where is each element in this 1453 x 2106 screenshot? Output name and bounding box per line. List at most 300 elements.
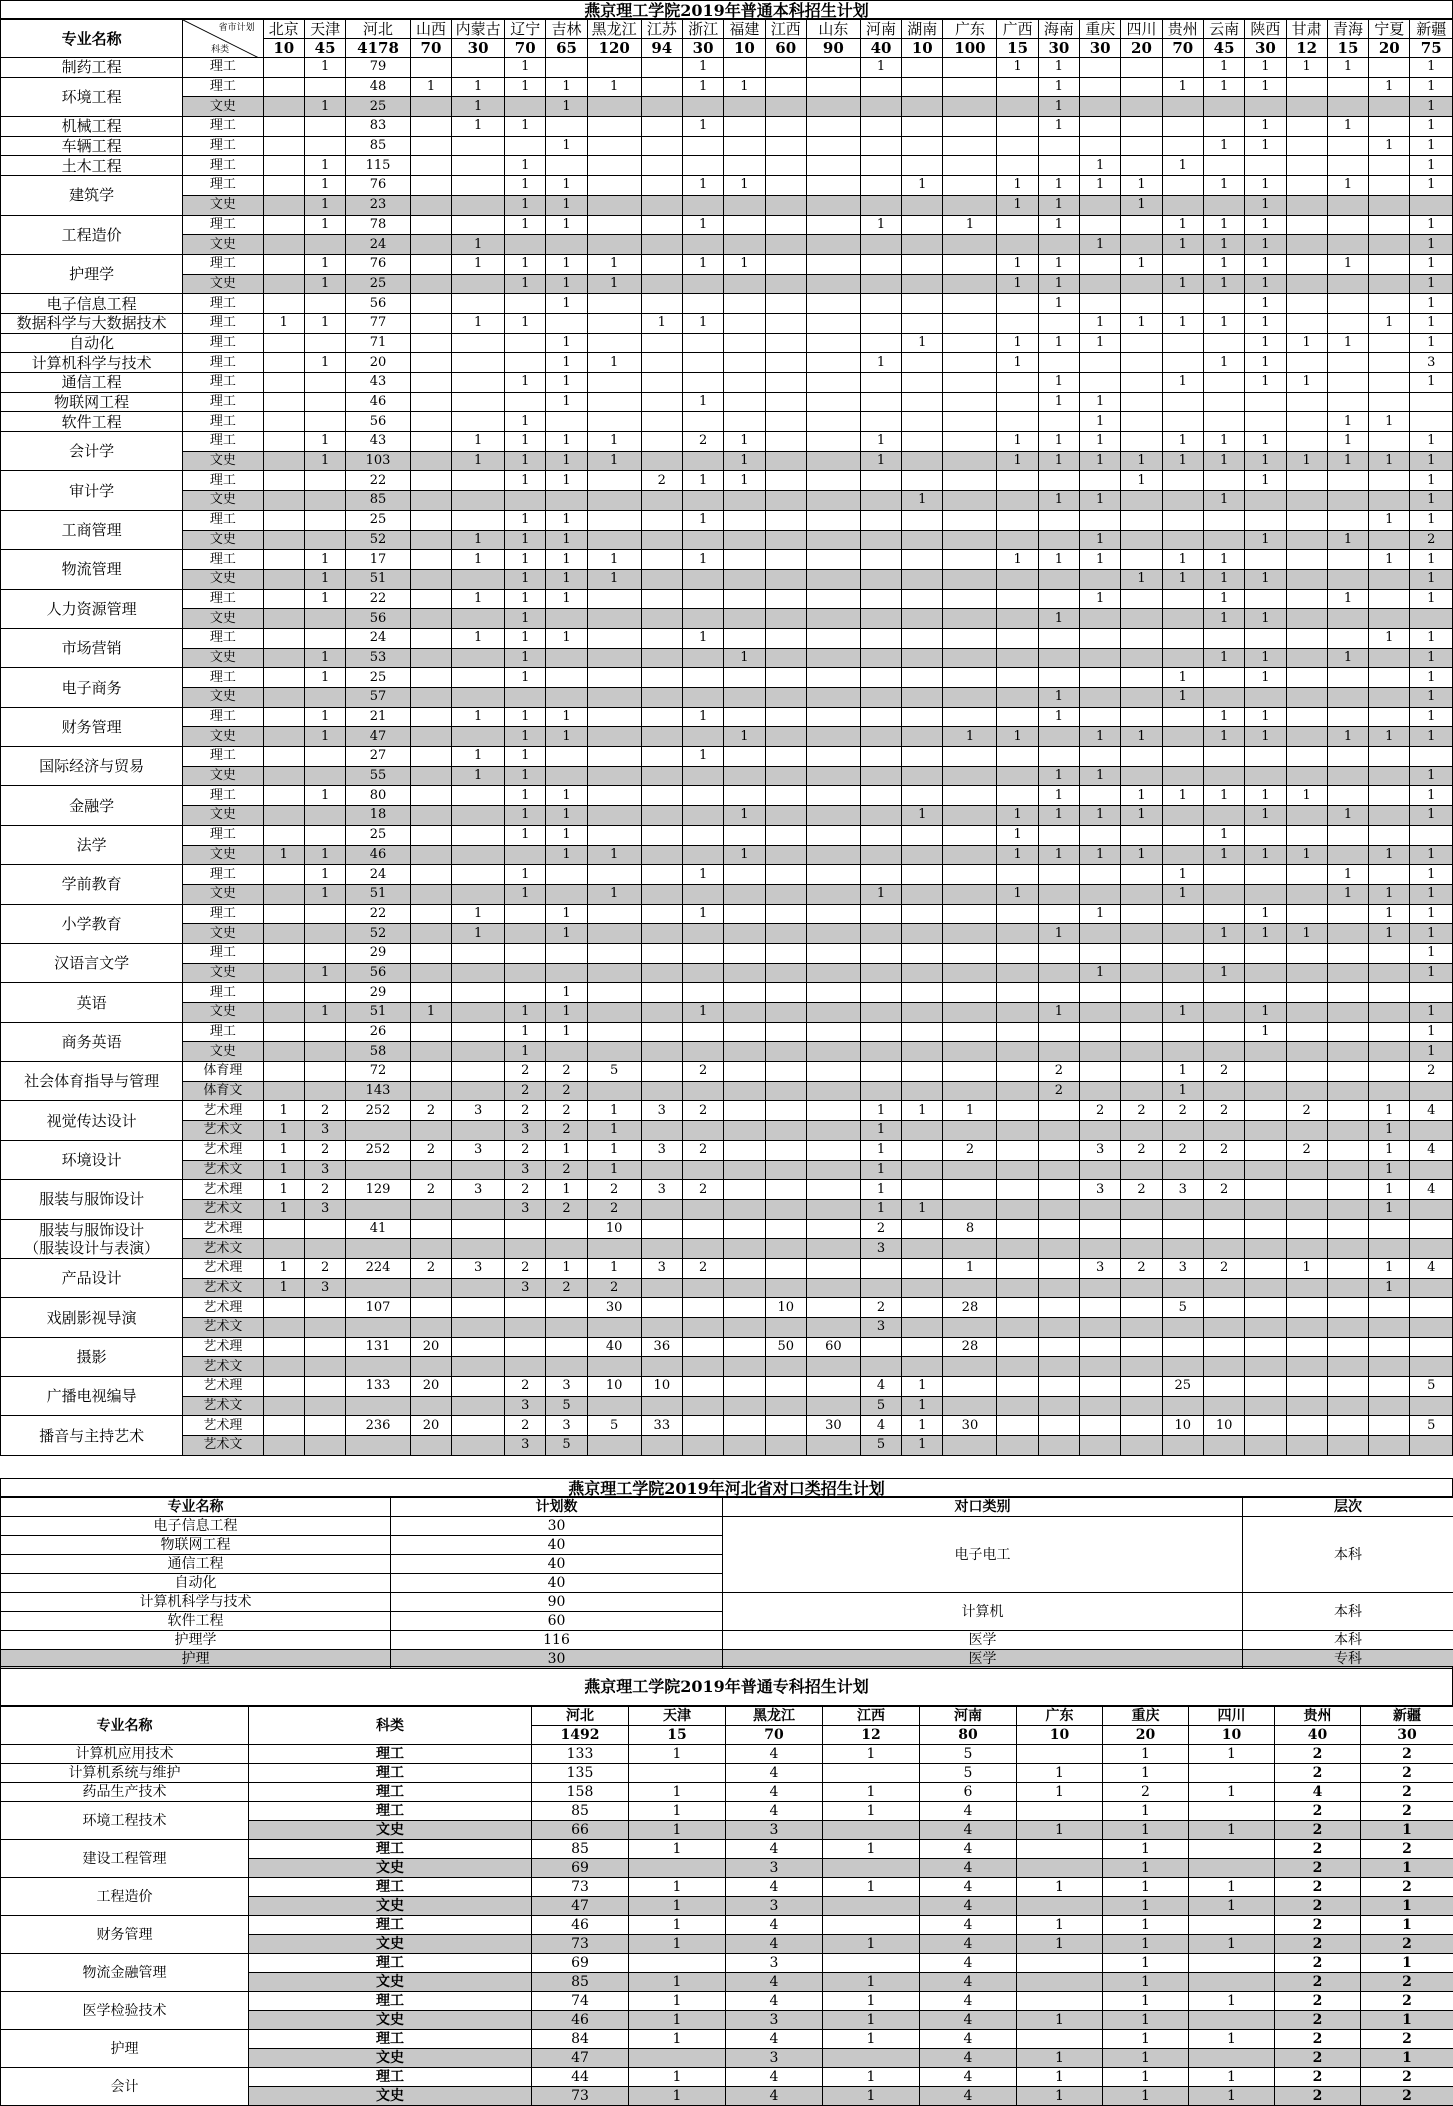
plan-count bbox=[505, 688, 546, 708]
plan-count: 1 bbox=[823, 1745, 920, 1764]
plan-count bbox=[1203, 117, 1244, 137]
plan-count bbox=[1245, 1160, 1286, 1180]
province-total: 30 bbox=[1245, 39, 1286, 58]
plan-count: 56 bbox=[346, 963, 411, 983]
plan-count: 1 bbox=[587, 1160, 641, 1180]
plan-count: 1 bbox=[304, 550, 345, 570]
plan-count: 1 bbox=[1203, 825, 1244, 845]
plan-count bbox=[641, 77, 682, 97]
plan-count bbox=[765, 668, 806, 688]
plan-count bbox=[902, 628, 943, 648]
plan-count bbox=[1327, 1436, 1368, 1456]
plan-count bbox=[1121, 510, 1162, 530]
plan-count bbox=[452, 1436, 505, 1456]
province-header: 青海 bbox=[1327, 20, 1368, 39]
plan-count bbox=[641, 1022, 682, 1042]
plan-count bbox=[410, 747, 451, 767]
subject-type: 理工 bbox=[183, 254, 263, 274]
plan-count: 1 bbox=[1189, 1935, 1275, 1954]
plan-count bbox=[806, 668, 860, 688]
plan-count bbox=[724, 1377, 765, 1397]
plan-count bbox=[997, 707, 1038, 727]
plan-count: 1 bbox=[1080, 313, 1121, 333]
plan-count: 1 bbox=[546, 727, 587, 747]
plan-count bbox=[1327, 924, 1368, 944]
plan-count bbox=[1121, 628, 1162, 648]
plan-count bbox=[452, 1199, 505, 1219]
plan-count bbox=[1162, 1278, 1203, 1298]
plan-count bbox=[765, 1081, 806, 1101]
plan-count bbox=[546, 884, 587, 904]
plan-count: 1 bbox=[1369, 77, 1410, 97]
plan-count bbox=[1286, 353, 1327, 373]
subject-type: 艺术文 bbox=[183, 1318, 263, 1338]
plan-count bbox=[997, 1357, 1038, 1377]
subject-type: 文史 bbox=[249, 1859, 532, 1878]
plan-count: 135 bbox=[532, 1764, 629, 1783]
plan-count bbox=[546, 688, 587, 708]
plan-count bbox=[1327, 1101, 1368, 1121]
plan-count bbox=[1410, 1219, 1453, 1239]
plan-count bbox=[943, 353, 997, 373]
plan-count: 10 bbox=[587, 1377, 641, 1397]
table-row bbox=[1, 983, 1453, 1003]
level-cell: 本科 bbox=[1243, 1593, 1453, 1631]
plan-count: 1 bbox=[304, 786, 345, 806]
plan-count bbox=[587, 117, 641, 137]
plan-count: 1 bbox=[587, 77, 641, 97]
province-total: 45 bbox=[1203, 39, 1244, 58]
plan-count: 10 bbox=[641, 1377, 682, 1397]
plan-count: 1 bbox=[1038, 1003, 1079, 1023]
plan-count bbox=[641, 727, 682, 747]
plan-count bbox=[304, 1337, 345, 1357]
plan-count bbox=[860, 924, 901, 944]
plan-count: 1 bbox=[546, 707, 587, 727]
plan-count bbox=[860, 1003, 901, 1023]
province-total: 4178 bbox=[346, 39, 411, 58]
plan-count bbox=[943, 1199, 997, 1219]
subject-type: 文史 bbox=[249, 1897, 532, 1916]
major-name: 市场营销 bbox=[1, 628, 183, 667]
plan-count: 2 bbox=[1080, 1101, 1121, 1121]
plan-count bbox=[410, 884, 451, 904]
plan-count bbox=[304, 983, 345, 1003]
subject-type: 理工 bbox=[183, 176, 263, 196]
subject-type: 理工 bbox=[183, 156, 263, 176]
plan-count: 1 bbox=[1286, 924, 1327, 944]
major-cell: 物联网工程 bbox=[1, 1536, 391, 1555]
plan-count: 1 bbox=[1203, 845, 1244, 865]
plan-count bbox=[587, 176, 641, 196]
plan-count bbox=[765, 373, 806, 393]
plan-count: 1 bbox=[505, 313, 546, 333]
plan-count: 1 bbox=[823, 1840, 920, 1859]
plan-count: 1 bbox=[1410, 215, 1453, 235]
plan-count bbox=[682, 1416, 723, 1436]
plan-count bbox=[682, 983, 723, 1003]
plan-count bbox=[452, 1298, 505, 1318]
plan-count: 1 bbox=[1245, 845, 1286, 865]
plan-count: 1 bbox=[682, 707, 723, 727]
plan-count: 2 bbox=[505, 1416, 546, 1436]
plan-count bbox=[724, 1062, 765, 1082]
plan-count bbox=[943, 58, 997, 78]
plan-count bbox=[1286, 215, 1327, 235]
plan-count bbox=[997, 117, 1038, 137]
plan-count bbox=[263, 1219, 304, 1239]
plan-count: 1 bbox=[1410, 1022, 1453, 1042]
province-header: 江西 bbox=[823, 1707, 920, 1726]
plan-count bbox=[902, 1278, 943, 1298]
plan-count: 3 bbox=[304, 1278, 345, 1298]
plan-count bbox=[1203, 530, 1244, 550]
plan-count bbox=[902, 254, 943, 274]
plan-count: 1 bbox=[505, 884, 546, 904]
plan-count: 52 bbox=[346, 530, 411, 550]
table-row bbox=[1, 1042, 1453, 1062]
plan-count: 1 bbox=[1017, 2068, 1103, 2087]
subject-type: 理工 bbox=[183, 58, 263, 78]
plan-count bbox=[902, 1003, 943, 1023]
plan-count bbox=[1080, 628, 1121, 648]
plan-count bbox=[1121, 1062, 1162, 1082]
plan-count bbox=[1080, 274, 1121, 294]
plan-count bbox=[410, 1199, 451, 1219]
province-total: 30 bbox=[1080, 39, 1121, 58]
plan-count bbox=[1410, 1396, 1453, 1416]
plan-count bbox=[587, 471, 641, 491]
plan-count bbox=[806, 845, 860, 865]
plan-count bbox=[902, 786, 943, 806]
plan-count: 1 bbox=[902, 1377, 943, 1397]
plan-count bbox=[1080, 294, 1121, 314]
province-total: 70 bbox=[505, 39, 546, 58]
province-header: 福建 bbox=[724, 20, 765, 39]
table-row bbox=[1, 904, 1453, 924]
plan-count: 4 bbox=[920, 2049, 1017, 2068]
plan-count bbox=[765, 628, 806, 648]
plan-count: 1 bbox=[1162, 373, 1203, 393]
plan-count: 1 bbox=[1369, 1160, 1410, 1180]
plan-count: 1 bbox=[410, 1003, 451, 1023]
plan-count bbox=[1162, 1042, 1203, 1062]
subject-type: 理工 bbox=[249, 1840, 532, 1859]
plan-count bbox=[806, 491, 860, 511]
plan-count bbox=[1203, 412, 1244, 432]
subject-type: 理工 bbox=[183, 904, 263, 924]
table-row bbox=[1, 1180, 1453, 1200]
plan-count: 1 bbox=[304, 569, 345, 589]
plan-count bbox=[682, 195, 723, 215]
plan-count: 73 bbox=[532, 2087, 629, 2106]
plan-count bbox=[806, 156, 860, 176]
plan-count: 1 bbox=[304, 432, 345, 452]
plan-count bbox=[682, 1199, 723, 1219]
plan-count bbox=[1245, 963, 1286, 983]
plan-count bbox=[587, 392, 641, 412]
plan-count bbox=[452, 884, 505, 904]
plan-count bbox=[1369, 688, 1410, 708]
plan-count bbox=[1080, 373, 1121, 393]
subject-type: 艺术理 bbox=[183, 1219, 263, 1239]
plan-count: 2 bbox=[505, 1377, 546, 1397]
plan-count bbox=[452, 727, 505, 747]
plan-count bbox=[1203, 294, 1244, 314]
plan-count: 1 bbox=[1410, 648, 1453, 668]
plan-count bbox=[1080, 943, 1121, 963]
plan-count bbox=[943, 195, 997, 215]
plan-count bbox=[1286, 530, 1327, 550]
plan-count: 1 bbox=[1245, 353, 1286, 373]
plan-count bbox=[304, 806, 345, 826]
plan-count bbox=[263, 176, 304, 196]
plan-count: 1 bbox=[1038, 97, 1079, 117]
table-row bbox=[1, 451, 1453, 471]
plan-count: 33 bbox=[641, 1416, 682, 1436]
plan-count bbox=[1286, 1298, 1327, 1318]
plan-count: 2 bbox=[1275, 1897, 1361, 1916]
plan-count: 2 bbox=[1275, 1935, 1361, 1954]
plan-count bbox=[452, 668, 505, 688]
plan-count: 2 bbox=[1275, 1802, 1361, 1821]
plan-count: 3 bbox=[505, 1436, 546, 1456]
plan-count bbox=[304, 530, 345, 550]
plan-count bbox=[943, 1318, 997, 1338]
plan-count bbox=[943, 550, 997, 570]
plan-count: 1 bbox=[546, 215, 587, 235]
plan-count bbox=[410, 865, 451, 885]
plan-count: 2 bbox=[682, 432, 723, 452]
plan-count bbox=[1327, 156, 1368, 176]
plan-count bbox=[452, 136, 505, 156]
plan-count: 1 bbox=[629, 2030, 726, 2049]
plan-count bbox=[1327, 353, 1368, 373]
plan-count bbox=[263, 943, 304, 963]
plan-count bbox=[587, 924, 641, 944]
subject-type: 文史 bbox=[183, 924, 263, 944]
plan-count: 252 bbox=[346, 1140, 411, 1160]
plan-count bbox=[410, 648, 451, 668]
plan-count bbox=[1189, 1916, 1275, 1935]
plan-count bbox=[806, 727, 860, 747]
plan-count: 1 bbox=[546, 1140, 587, 1160]
plan-count bbox=[304, 471, 345, 491]
plan-count bbox=[943, 373, 997, 393]
plan-count bbox=[1203, 1199, 1244, 1219]
plan-count bbox=[997, 1416, 1038, 1436]
table-row bbox=[1, 1278, 1453, 1298]
plan-count bbox=[304, 136, 345, 156]
plan-count: 2 bbox=[505, 1180, 546, 1200]
plan-count: 1 bbox=[304, 97, 345, 117]
table-row bbox=[1, 1377, 1453, 1397]
plan-count bbox=[997, 1003, 1038, 1023]
subject-type: 理工 bbox=[183, 865, 263, 885]
plan-count bbox=[943, 491, 997, 511]
plan-count: 1 bbox=[1410, 77, 1453, 97]
plan-count bbox=[452, 156, 505, 176]
plan-count bbox=[587, 1436, 641, 1456]
plan-count bbox=[410, 766, 451, 786]
plan-count bbox=[806, 766, 860, 786]
plan-count: 10 bbox=[765, 1298, 806, 1318]
plan-count: 44 bbox=[532, 2068, 629, 2087]
plan-count: 1 bbox=[505, 254, 546, 274]
plan-count: 1 bbox=[902, 1416, 943, 1436]
plan-count: 1 bbox=[546, 254, 587, 274]
plan-count bbox=[682, 1042, 723, 1062]
plan-count: 29 bbox=[346, 943, 411, 963]
plan-count bbox=[1327, 1219, 1368, 1239]
plan-count bbox=[304, 294, 345, 314]
col-major: 专业名称 bbox=[1, 1707, 249, 1745]
plan-count: 1 bbox=[902, 1436, 943, 1456]
plan-count bbox=[410, 1298, 451, 1318]
table-row bbox=[1, 825, 1453, 845]
plan-count bbox=[902, 471, 943, 491]
plan-count bbox=[1286, 77, 1327, 97]
plan-count bbox=[806, 1318, 860, 1338]
plan-count: 1 bbox=[546, 1022, 587, 1042]
plan-count bbox=[765, 845, 806, 865]
plan-count bbox=[1410, 195, 1453, 215]
plan-count bbox=[1080, 1298, 1121, 1318]
plan-count: 2 bbox=[1203, 1140, 1244, 1160]
plan-count bbox=[641, 806, 682, 826]
plan-count: 1 bbox=[1162, 451, 1203, 471]
plan-count bbox=[546, 1337, 587, 1357]
plan-count: 1 bbox=[1038, 58, 1079, 78]
plan-count bbox=[1286, 235, 1327, 255]
plan-count: 1 bbox=[505, 373, 546, 393]
plan-count bbox=[641, 58, 682, 78]
plan-count: 4 bbox=[1410, 1101, 1453, 1121]
plan-count bbox=[997, 865, 1038, 885]
plan-count: 1 bbox=[1245, 786, 1286, 806]
plan-count bbox=[1245, 392, 1286, 412]
plan-count bbox=[1038, 1101, 1079, 1121]
plan-count bbox=[1038, 884, 1079, 904]
count-cell: 30 bbox=[391, 1650, 723, 1669]
plan-count: 1 bbox=[1121, 195, 1162, 215]
plan-count bbox=[943, 1022, 997, 1042]
plan-count bbox=[1286, 432, 1327, 452]
plan-count bbox=[682, 924, 723, 944]
plan-count bbox=[1162, 747, 1203, 767]
plan-count: 1 bbox=[1410, 884, 1453, 904]
plan-count: 10 bbox=[1162, 1416, 1203, 1436]
plan-count bbox=[263, 136, 304, 156]
plan-count: 2 bbox=[1103, 1783, 1189, 1802]
plan-count bbox=[410, 235, 451, 255]
table-row bbox=[1, 294, 1453, 314]
subject-type: 文史 bbox=[183, 451, 263, 471]
plan-count: 2 bbox=[1275, 2049, 1361, 2068]
plan-count bbox=[682, 766, 723, 786]
plan-count bbox=[806, 530, 860, 550]
plan-count: 1 bbox=[587, 451, 641, 471]
plan-count: 1 bbox=[505, 707, 546, 727]
province-total: 100 bbox=[943, 39, 997, 58]
subject-type: 理工 bbox=[249, 1764, 532, 1783]
plan-count: 23 bbox=[346, 195, 411, 215]
col-level: 层次 bbox=[1243, 1498, 1453, 1517]
plan-count bbox=[943, 254, 997, 274]
table-row bbox=[1, 1802, 1453, 1821]
province-header: 四川 bbox=[1189, 1707, 1275, 1726]
plan-count: 1 bbox=[1361, 1859, 1453, 1878]
plan-count bbox=[682, 1278, 723, 1298]
plan-count: 1 bbox=[1080, 432, 1121, 452]
plan-count bbox=[1203, 471, 1244, 491]
plan-count: 1 bbox=[1203, 786, 1244, 806]
plan-count bbox=[263, 156, 304, 176]
plan-count bbox=[997, 1160, 1038, 1180]
plan-count bbox=[806, 884, 860, 904]
plan-count bbox=[1162, 963, 1203, 983]
plan-count bbox=[1038, 1337, 1079, 1357]
plan-count bbox=[902, 943, 943, 963]
category-cell: 电子电工 bbox=[723, 1517, 1243, 1593]
plan-count: 1 bbox=[1245, 176, 1286, 196]
plan-count bbox=[304, 1436, 345, 1456]
plan-count: 2 bbox=[546, 1121, 587, 1141]
plan-count: 1 bbox=[724, 176, 765, 196]
plan-count bbox=[860, 1022, 901, 1042]
plan-count: 55 bbox=[346, 766, 411, 786]
plan-count: 10 bbox=[587, 1219, 641, 1239]
plan-count: 1 bbox=[629, 2087, 726, 2106]
plan-count bbox=[1245, 865, 1286, 885]
plan-count: 1 bbox=[629, 1840, 726, 1859]
plan-count bbox=[304, 924, 345, 944]
plan-count: 1 bbox=[505, 766, 546, 786]
plan-count: 1 bbox=[1103, 1859, 1189, 1878]
plan-count: 1 bbox=[1038, 707, 1079, 727]
plan-count: 1 bbox=[902, 806, 943, 826]
plan-count bbox=[410, 274, 451, 294]
plan-count: 1 bbox=[1121, 806, 1162, 826]
plan-count bbox=[860, 77, 901, 97]
plan-count: 83 bbox=[346, 117, 411, 137]
plan-count bbox=[587, 412, 641, 432]
plan-count: 1 bbox=[997, 432, 1038, 452]
plan-count bbox=[902, 1180, 943, 1200]
plan-count bbox=[410, 1357, 451, 1377]
plan-count bbox=[902, 668, 943, 688]
province-total: 10 bbox=[1017, 1726, 1103, 1745]
plan-count bbox=[997, 471, 1038, 491]
plan-count bbox=[641, 274, 682, 294]
plan-count bbox=[943, 1081, 997, 1101]
plan-count bbox=[452, 412, 505, 432]
plan-count: 1 bbox=[1162, 156, 1203, 176]
plan-count bbox=[724, 294, 765, 314]
plan-count: 1 bbox=[1410, 1003, 1453, 1023]
plan-count: 46 bbox=[532, 2011, 629, 2030]
plan-count bbox=[997, 983, 1038, 1003]
plan-count bbox=[505, 1337, 546, 1357]
plan-count bbox=[860, 648, 901, 668]
plan-count bbox=[902, 1160, 943, 1180]
plan-count: 1 bbox=[682, 254, 723, 274]
plan-count: 4 bbox=[860, 1377, 901, 1397]
plan-count: 1 bbox=[1038, 274, 1079, 294]
plan-count: 47 bbox=[346, 727, 411, 747]
plan-count bbox=[452, 806, 505, 826]
plan-count bbox=[410, 904, 451, 924]
